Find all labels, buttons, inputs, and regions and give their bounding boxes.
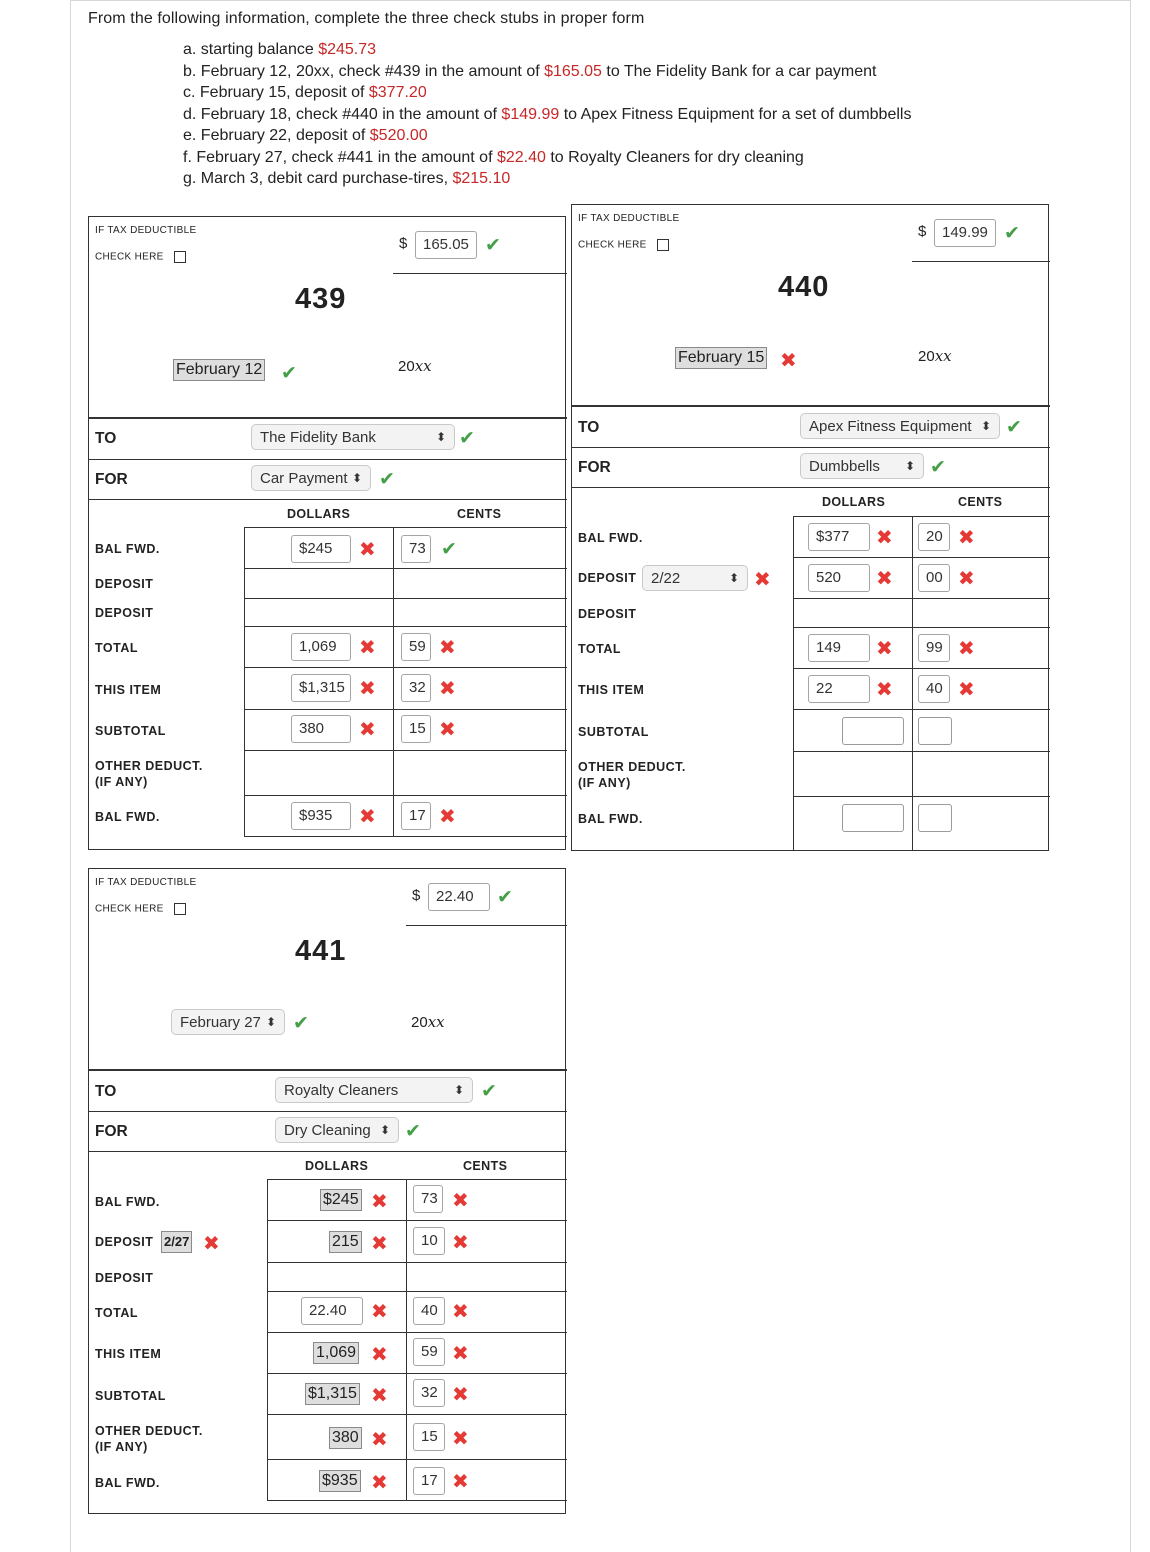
other-deduct-label: OTHER DEDUCT. (IF ANY) bbox=[95, 1424, 203, 1454]
this-item-cents-field[interactable]: 40 bbox=[918, 675, 950, 703]
incorrect-x-icon: ✖ bbox=[359, 539, 376, 561]
grid-line bbox=[267, 1373, 567, 1374]
incorrect-x-icon: ✖ bbox=[452, 1232, 469, 1254]
deposit-label: DEPOSIT bbox=[95, 606, 154, 620]
subtotal-label: SUBTOTAL bbox=[578, 725, 649, 739]
this-item-label: THIS ITEM bbox=[95, 1347, 162, 1361]
tax-deductible-label: IF TAX DEDUCTIBLE bbox=[578, 213, 680, 224]
correct-check-icon: ✔ bbox=[293, 1013, 309, 1034]
year-label: 20xx bbox=[398, 357, 432, 375]
subtotal-cents-field[interactable] bbox=[918, 717, 952, 745]
grid-line bbox=[393, 527, 394, 837]
deposit-date-select[interactable]: 2/22 ⬍ bbox=[642, 565, 748, 591]
check-here-label: CHECK HERE bbox=[578, 239, 669, 251]
correct-check-icon: ✔ bbox=[459, 428, 475, 449]
grid-line bbox=[793, 668, 1050, 669]
divider bbox=[89, 1151, 567, 1152]
this-item-dollars-field[interactable]: 22 bbox=[808, 675, 870, 703]
to-label: TO bbox=[95, 430, 117, 447]
to-label: TO bbox=[578, 419, 600, 436]
check-amount-field[interactable]: 22.40 bbox=[428, 883, 490, 911]
for-select[interactable]: Dry Cleaning ⬍ bbox=[275, 1117, 399, 1143]
incorrect-x-icon: ✖ bbox=[452, 1190, 469, 1212]
subtotal-dollars-field[interactable] bbox=[842, 717, 904, 745]
divider bbox=[89, 1069, 567, 1071]
for-select[interactable]: Dumbbells ⬍ bbox=[800, 453, 924, 479]
divider bbox=[89, 417, 567, 419]
correct-check-icon: ✔ bbox=[405, 1121, 421, 1142]
check-number: 441 bbox=[295, 935, 347, 967]
bal-fwd-end-label: BAL FWD. bbox=[95, 1476, 160, 1490]
incorrect-x-icon: ✖ bbox=[958, 679, 975, 701]
this-item-dollars-field[interactable]: $1,315 bbox=[291, 674, 351, 702]
grid-line bbox=[244, 568, 567, 569]
check-amount-field[interactable]: 149.99 bbox=[934, 219, 996, 247]
grid-line bbox=[244, 709, 567, 710]
deposit-label: DEPOSIT bbox=[578, 571, 637, 585]
deposit-label: DEPOSIT bbox=[95, 1271, 154, 1285]
grid-line bbox=[912, 516, 913, 850]
select-arrow-icon: ⬍ bbox=[980, 419, 991, 433]
cents-header: CENTS bbox=[463, 1159, 508, 1173]
grid-line bbox=[267, 1262, 567, 1263]
grid-line bbox=[793, 516, 1050, 517]
grid-line bbox=[267, 1179, 268, 1501]
incorrect-x-icon: ✖ bbox=[876, 679, 893, 701]
grid-line bbox=[267, 1179, 567, 1180]
for-label: FOR bbox=[95, 1123, 128, 1140]
incorrect-x-icon: ✖ bbox=[203, 1233, 220, 1255]
bal-fwd-dollars-field[interactable]: $245 bbox=[291, 535, 351, 563]
select-arrow-icon: ⬍ bbox=[435, 430, 446, 444]
grid-line bbox=[267, 1291, 567, 1292]
instruction-item-g: g. March 3, debit card purchase-tires, $215.10 bbox=[183, 170, 511, 187]
cents-header: CENTS bbox=[457, 507, 502, 521]
for-label: FOR bbox=[95, 471, 128, 488]
check-amount-field[interactable]: 165.05 bbox=[415, 231, 477, 259]
grid-line bbox=[267, 1332, 567, 1333]
grid-line bbox=[267, 1500, 567, 1501]
incorrect-x-icon: ✖ bbox=[452, 1428, 469, 1450]
correct-check-icon: ✔ bbox=[930, 457, 946, 478]
grid-line bbox=[793, 557, 1050, 558]
incorrect-x-icon: ✖ bbox=[371, 1429, 388, 1451]
grid-line bbox=[793, 796, 1050, 797]
tax-deductible-checkbox[interactable] bbox=[657, 239, 669, 251]
bal-fwd-end-dollars-field[interactable]: $935 bbox=[319, 1470, 361, 1492]
total-label: TOTAL bbox=[95, 641, 139, 655]
amount-underline bbox=[406, 925, 567, 926]
instructions-intro: From the following information, complete the three check stubs in proper form bbox=[88, 10, 645, 27]
dollars-header: DOLLARS bbox=[287, 507, 351, 521]
grid-line bbox=[793, 516, 794, 850]
bal-fwd-end-dollars-field[interactable] bbox=[842, 804, 904, 832]
grid-line bbox=[244, 626, 567, 627]
instruction-item-d: d. February 18, check #440 in the amount of $149.99 to Apex Fitness Equipment for a set of dumbbells bbox=[183, 105, 912, 123]
divider bbox=[572, 447, 1050, 448]
to-select[interactable]: The Fidelity Bank ⬍ bbox=[251, 424, 455, 450]
instruction-item-b: b. February 12, 20xx, check #439 in the amount of $165.05 to The Fidelity Bank for a car payment bbox=[183, 62, 877, 80]
incorrect-x-icon: ✖ bbox=[780, 350, 797, 372]
select-arrow-icon: ⬍ bbox=[379, 1123, 390, 1137]
correct-check-icon: ✔ bbox=[441, 539, 457, 560]
dollar-sign: $ bbox=[412, 887, 421, 904]
subtotal-cents-field[interactable]: 32 bbox=[413, 1379, 445, 1407]
grid-line bbox=[793, 598, 1050, 599]
check-number: 439 bbox=[295, 283, 347, 315]
deposit-cents-field[interactable]: 00 bbox=[918, 564, 950, 592]
correct-check-icon: ✔ bbox=[379, 469, 395, 490]
grid-line bbox=[244, 598, 567, 599]
tax-deductible-checkbox[interactable] bbox=[174, 903, 186, 915]
incorrect-x-icon: ✖ bbox=[958, 638, 975, 660]
incorrect-x-icon: ✖ bbox=[452, 1301, 469, 1323]
bal-fwd-end-label: BAL FWD. bbox=[95, 810, 160, 824]
incorrect-x-icon: ✖ bbox=[359, 719, 376, 741]
to-label: TO bbox=[95, 1083, 117, 1100]
bal-fwd-end-cents-field[interactable]: 17 bbox=[401, 802, 431, 830]
for-select[interactable]: Car Payment ⬍ bbox=[251, 465, 371, 491]
dollar-sign: $ bbox=[399, 235, 408, 252]
other-deduct-label: OTHER DEDUCT. (IF ANY) bbox=[578, 760, 686, 790]
dollars-header: DOLLARS bbox=[305, 1159, 369, 1173]
incorrect-x-icon: ✖ bbox=[452, 1471, 469, 1493]
incorrect-x-icon: ✖ bbox=[958, 527, 975, 549]
date-select[interactable]: February 27 ⬍ bbox=[171, 1009, 285, 1035]
deposit-date-field[interactable]: 2/27 bbox=[161, 1231, 192, 1253]
incorrect-x-icon: ✖ bbox=[452, 1384, 469, 1406]
date-field[interactable]: February 15 bbox=[675, 347, 767, 369]
tax-deductible-label: IF TAX DEDUCTIBLE bbox=[95, 225, 197, 236]
incorrect-x-icon: ✖ bbox=[876, 638, 893, 660]
bal-fwd-end-label: BAL FWD. bbox=[578, 812, 643, 826]
grid-line bbox=[267, 1414, 567, 1415]
grid-line bbox=[793, 709, 1050, 710]
instruction-item-a: a. starting balance $245.73 bbox=[183, 41, 377, 58]
incorrect-x-icon: ✖ bbox=[439, 806, 456, 828]
incorrect-x-icon: ✖ bbox=[876, 568, 893, 590]
total-label: TOTAL bbox=[578, 642, 622, 656]
bal-fwd-dollars-field[interactable]: $245 bbox=[320, 1189, 362, 1211]
incorrect-x-icon: ✖ bbox=[371, 1385, 388, 1407]
cents-header: CENTS bbox=[958, 495, 1003, 509]
total-dollars-field[interactable]: 22.40 bbox=[301, 1297, 363, 1325]
this-item-cents-field[interactable]: 32 bbox=[401, 674, 431, 702]
grid-line bbox=[244, 667, 567, 668]
date-field[interactable]: February 12 bbox=[173, 359, 265, 381]
deposit-label: DEPOSIT bbox=[95, 577, 154, 591]
grid-line bbox=[244, 527, 567, 528]
for-label: FOR bbox=[578, 459, 611, 476]
bal-fwd-cents-field[interactable]: 73 bbox=[413, 1185, 443, 1213]
incorrect-x-icon: ✖ bbox=[958, 568, 975, 590]
other-deduct-label: OTHER DEDUCT. (IF ANY) bbox=[95, 759, 203, 789]
incorrect-x-icon: ✖ bbox=[371, 1233, 388, 1255]
incorrect-x-icon: ✖ bbox=[439, 719, 456, 741]
divider bbox=[572, 487, 1050, 488]
correct-check-icon: ✔ bbox=[1004, 223, 1020, 244]
bal-fwd-end-cents-field[interactable] bbox=[918, 804, 952, 832]
grid-line bbox=[244, 836, 567, 837]
grid-line bbox=[244, 527, 245, 837]
grid-line bbox=[793, 751, 1050, 752]
to-select[interactable]: Royalty Cleaners ⬍ bbox=[275, 1077, 473, 1103]
amount-underline bbox=[912, 261, 1050, 262]
check-stub-441 bbox=[88, 868, 566, 1514]
instruction-item-f: f. February 27, check #441 in the amount of $22.40 to Royalty Cleaners for dry cleaning bbox=[183, 148, 804, 166]
check-stub-440 bbox=[571, 204, 1049, 851]
total-cents-field[interactable]: 59 bbox=[401, 633, 431, 661]
incorrect-x-icon: ✖ bbox=[371, 1301, 388, 1323]
deposit-dollars-field[interactable]: 215 bbox=[329, 1231, 362, 1253]
deposit-label: DEPOSIT bbox=[95, 1235, 154, 1249]
this-item-cents-field[interactable]: 59 bbox=[413, 1338, 445, 1366]
grid-line bbox=[406, 1179, 407, 1501]
other-deduct-cents-field[interactable]: 15 bbox=[413, 1423, 445, 1451]
to-select[interactable]: Apex Fitness Equipment ⬍ bbox=[800, 413, 1000, 439]
tax-deductible-label: IF TAX DEDUCTIBLE bbox=[95, 877, 197, 888]
incorrect-x-icon: ✖ bbox=[359, 678, 376, 700]
deposit-dollars-field[interactable]: 520 bbox=[808, 564, 870, 592]
check-number: 440 bbox=[778, 271, 830, 303]
subtotal-dollars-field[interactable]: $1,315 bbox=[305, 1383, 360, 1405]
deposit-cents-field[interactable]: 10 bbox=[413, 1227, 445, 1255]
this-item-dollars-field[interactable]: 1,069 bbox=[313, 1342, 359, 1364]
total-label: TOTAL bbox=[95, 1306, 139, 1320]
bal-fwd-label: BAL FWD. bbox=[95, 542, 160, 556]
divider bbox=[89, 1111, 567, 1112]
subtotal-dollars-field[interactable]: 380 bbox=[291, 715, 351, 743]
incorrect-x-icon: ✖ bbox=[371, 1472, 388, 1494]
incorrect-x-icon: ✖ bbox=[359, 637, 376, 659]
check-stub-439 bbox=[88, 216, 566, 850]
select-arrow-icon: ⬍ bbox=[904, 459, 915, 473]
bal-fwd-cents-field[interactable]: 73 bbox=[401, 535, 431, 563]
incorrect-x-icon: ✖ bbox=[439, 637, 456, 659]
bal-fwd-cents-field[interactable]: 20 bbox=[918, 523, 950, 551]
incorrect-x-icon: ✖ bbox=[876, 527, 893, 549]
total-cents-field[interactable]: 40 bbox=[413, 1297, 445, 1325]
total-dollars-field[interactable]: 1,069 bbox=[291, 633, 351, 661]
grid-line bbox=[244, 750, 567, 751]
subtotal-label: SUBTOTAL bbox=[95, 724, 166, 738]
this-item-label: THIS ITEM bbox=[95, 683, 162, 697]
amount-underline bbox=[393, 273, 567, 274]
select-arrow-icon: ⬍ bbox=[351, 471, 362, 485]
bal-fwd-dollars-field[interactable]: $377 bbox=[808, 523, 870, 551]
year-label: 20xx bbox=[411, 1013, 445, 1031]
total-dollars-field[interactable]: 149 bbox=[808, 634, 870, 662]
check-here-label: CHECK HERE bbox=[95, 251, 186, 263]
subtotal-label: SUBTOTAL bbox=[95, 1389, 166, 1403]
correct-check-icon: ✔ bbox=[1006, 417, 1022, 438]
bal-fwd-label: BAL FWD. bbox=[95, 1195, 160, 1209]
check-here-label: CHECK HERE bbox=[95, 903, 186, 915]
total-cents-field[interactable]: 99 bbox=[918, 634, 950, 662]
divider bbox=[89, 499, 567, 500]
correct-check-icon: ✔ bbox=[481, 1081, 497, 1102]
correct-check-icon: ✔ bbox=[281, 363, 297, 384]
correct-check-icon: ✔ bbox=[497, 887, 513, 908]
incorrect-x-icon: ✖ bbox=[754, 569, 771, 591]
bal-fwd-end-cents-field[interactable]: 17 bbox=[413, 1467, 445, 1495]
incorrect-x-icon: ✖ bbox=[359, 806, 376, 828]
bal-fwd-end-dollars-field[interactable]: $935 bbox=[291, 802, 351, 830]
incorrect-x-icon: ✖ bbox=[452, 1343, 469, 1365]
grid-line bbox=[267, 1220, 567, 1221]
subtotal-cents-field[interactable]: 15 bbox=[401, 715, 431, 743]
bal-fwd-label: BAL FWD. bbox=[578, 531, 643, 545]
grid-line bbox=[267, 1459, 567, 1460]
dollars-header: DOLLARS bbox=[822, 495, 886, 509]
select-arrow-icon: ⬍ bbox=[453, 1083, 464, 1097]
grid-line bbox=[793, 627, 1050, 628]
correct-check-icon: ✔ bbox=[485, 235, 501, 256]
instructions-list bbox=[183, 39, 911, 190]
tax-deductible-checkbox[interactable] bbox=[174, 251, 186, 263]
instruction-item-c: c. February 15, deposit of $377.20 bbox=[183, 84, 427, 101]
other-deduct-dollars-field[interactable]: 380 bbox=[329, 1427, 362, 1449]
divider bbox=[89, 459, 567, 460]
incorrect-x-icon: ✖ bbox=[371, 1344, 388, 1366]
incorrect-x-icon: ✖ bbox=[371, 1191, 388, 1213]
deposit-label: DEPOSIT bbox=[578, 607, 637, 621]
instruction-item-e: e. February 22, deposit of $520.00 bbox=[183, 127, 428, 144]
year-label: 20xx bbox=[918, 347, 952, 365]
grid-line bbox=[244, 795, 567, 796]
incorrect-x-icon: ✖ bbox=[439, 678, 456, 700]
select-arrow-icon: ⬍ bbox=[728, 571, 739, 585]
this-item-label: THIS ITEM bbox=[578, 683, 645, 697]
divider bbox=[572, 405, 1050, 407]
select-arrow-icon: ⬍ bbox=[265, 1015, 276, 1029]
dollar-sign: $ bbox=[918, 223, 927, 240]
